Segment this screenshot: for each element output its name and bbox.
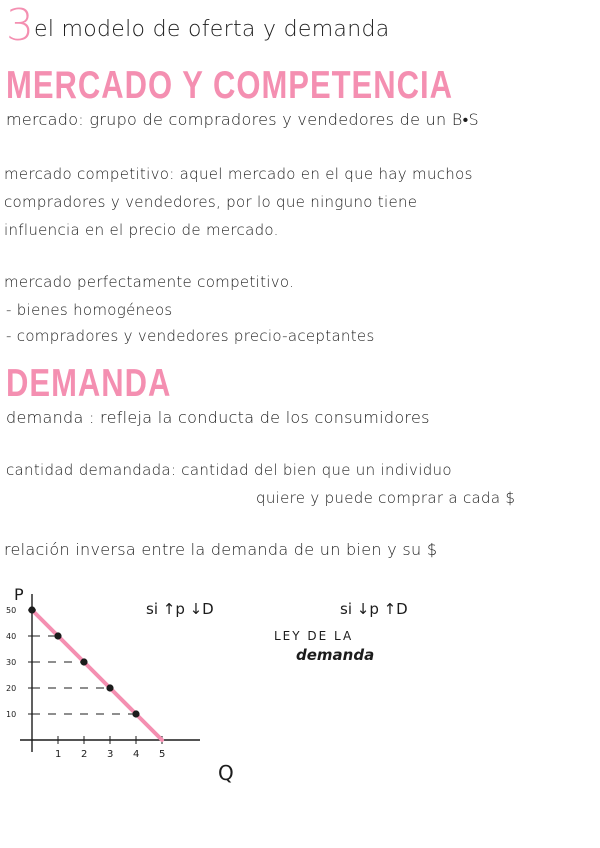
rule-left: si ↑p ↓D <box>146 600 214 618</box>
x-tick-label-2: 2 <box>81 749 88 760</box>
definition-competitivo-3: influencia en el precio de mercado. <box>4 221 279 239</box>
relacion-inversa-text: relación inversa entre la demanda de un bien y su $ <box>4 540 438 559</box>
chart-ticks <box>6 606 165 760</box>
definition-competitivo-1: mercado competitivo: aquel mercado en el que hay muchos <box>4 165 473 183</box>
x-axis-label: Q <box>218 761 234 785</box>
ley-line-1: LEY DE LA <box>274 629 354 643</box>
data-point <box>132 710 139 717</box>
section-heading-mercado: MERCADO Y COMPETENCIA <box>6 62 454 107</box>
x-tick-label-4: 4 <box>133 749 140 760</box>
demand-curve-chart <box>0 582 600 792</box>
data-point <box>54 632 61 639</box>
chart-curve <box>32 610 162 740</box>
y-tick-label-50: 50 <box>6 606 17 615</box>
chapter-number: 3 <box>6 0 34 51</box>
y-tick-label-30: 30 <box>6 658 17 667</box>
data-point <box>80 658 87 665</box>
definition-mercado: mercado: grupo de compradores y vendedores de un B•S <box>6 110 479 129</box>
y-tick-label-40: 40 <box>6 632 17 641</box>
data-point <box>28 606 35 613</box>
x-tick-label-1: 1 <box>55 749 62 760</box>
definition-perfecto-title: mercado perfectamente competitivo. <box>4 273 295 291</box>
definition-demanda: demanda : refleja la conducta de los consumidores <box>6 408 430 427</box>
definition-cantidad-2: quiere y puede comprar a cada $ <box>256 489 516 507</box>
definition-competitivo-2: compradores y vendedores, por lo que ninguno tiene <box>4 193 418 211</box>
x-tick-label-3: 3 <box>107 749 114 760</box>
chart-guides <box>32 636 136 714</box>
y-tick-label-20: 20 <box>6 684 17 693</box>
ley-line-2: demanda <box>296 646 375 664</box>
rule-right: si ↓p ↑D <box>340 600 408 618</box>
section-heading-demanda: DEMANDA <box>6 360 172 405</box>
demand-line <box>32 610 162 740</box>
x-tick-label-5: 5 <box>159 749 166 760</box>
definition-cantidad-1: cantidad demandada: cantidad del bien que un individuo <box>6 461 452 479</box>
y-tick-label-10: 10 <box>6 710 17 719</box>
chapter-title: el modelo de oferta y demanda <box>34 17 390 42</box>
definition-perfecto-item-1: - bienes homogéneos <box>6 301 173 319</box>
definition-perfecto-item-2: - compradores y vendedores precio-aceptantes <box>6 327 375 345</box>
y-axis-label: P <box>14 585 24 604</box>
data-point <box>106 684 113 691</box>
